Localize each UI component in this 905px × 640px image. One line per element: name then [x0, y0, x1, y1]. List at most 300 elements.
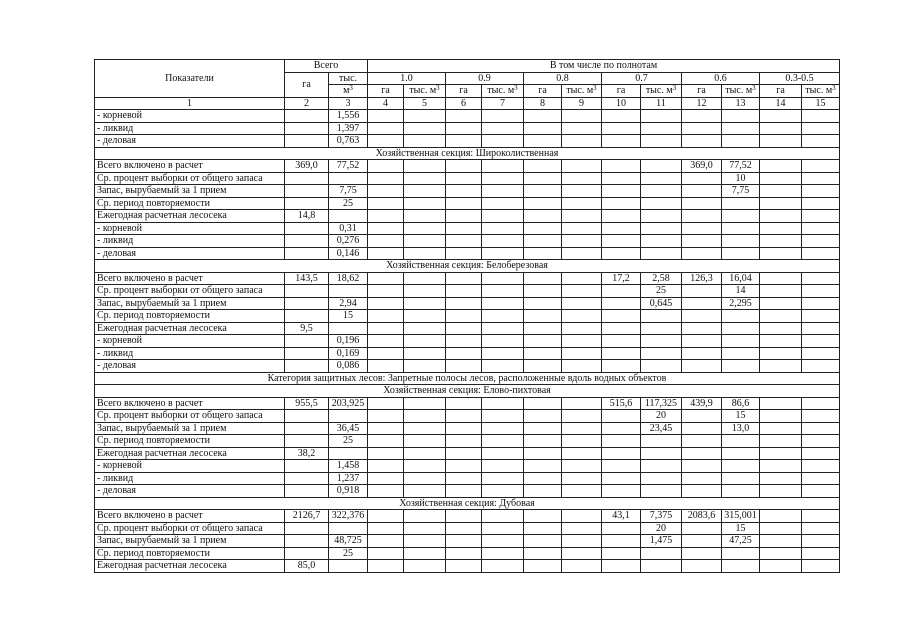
table-cell	[802, 135, 840, 148]
table-cell: 369,0	[285, 160, 329, 173]
table-cell: 0,196	[329, 335, 368, 348]
column-number-15: 15	[802, 97, 840, 110]
row-label: Всего включено в расчет	[95, 510, 285, 523]
unit-ha-1: га	[368, 85, 404, 98]
table-row	[95, 522, 840, 535]
table-cell: 25	[641, 285, 682, 298]
table-cell	[482, 510, 524, 523]
table-cell: 13,0	[722, 422, 760, 435]
column-number-13: 13	[722, 97, 760, 110]
table-cell	[368, 510, 404, 523]
table-cell	[524, 560, 562, 573]
table-cell: 10	[722, 172, 760, 185]
table-cell	[682, 410, 722, 423]
table-cell	[404, 560, 446, 573]
table-cell	[641, 347, 682, 360]
table-cell	[641, 310, 682, 323]
table-cell	[602, 210, 641, 223]
table-cell	[329, 560, 368, 573]
header-indicators: Показатели	[95, 60, 285, 98]
table-cell	[482, 172, 524, 185]
table-cell	[802, 110, 840, 123]
row-label: - ликвид	[95, 235, 285, 248]
unit-text: м	[343, 85, 350, 97]
table-cell	[760, 322, 802, 335]
table-cell	[446, 197, 482, 210]
table-cell	[562, 447, 602, 460]
table-cell	[722, 110, 760, 123]
table-cell	[404, 222, 446, 235]
table-cell	[760, 472, 802, 485]
table-cell	[368, 460, 404, 473]
table-row	[95, 297, 840, 310]
table-cell: 2,94	[329, 297, 368, 310]
unit-thous-m3-6	[802, 85, 840, 98]
table-cell	[722, 310, 760, 323]
table-cell	[802, 160, 840, 173]
table-cell	[602, 335, 641, 348]
header-density-1: 1.0	[368, 72, 446, 85]
header-row-1	[95, 60, 840, 73]
table-cell	[602, 547, 641, 560]
table-cell: 1,237	[329, 472, 368, 485]
row-label: - корневой	[95, 222, 285, 235]
table-cell	[682, 560, 722, 573]
unit-superscript: 3	[832, 84, 836, 93]
table-cell	[802, 485, 840, 498]
table-cell	[524, 522, 562, 535]
table-cell	[524, 272, 562, 285]
table-cell	[722, 435, 760, 448]
table-cell	[404, 310, 446, 323]
table-cell	[722, 247, 760, 260]
table-cell	[482, 310, 524, 323]
table-cell	[602, 435, 641, 448]
table-cell	[368, 347, 404, 360]
table-cell	[404, 172, 446, 185]
table-cell	[722, 360, 760, 373]
section-title: Хозяйственная секция: Широколиственная	[95, 147, 840, 160]
table-cell	[562, 285, 602, 298]
table-cell	[285, 235, 329, 248]
table-cell	[482, 110, 524, 123]
table-cell: 85,0	[285, 560, 329, 573]
table-cell: 7,75	[329, 185, 368, 198]
table-cell	[524, 435, 562, 448]
table-cell	[602, 285, 641, 298]
table-cell	[482, 185, 524, 198]
table-cell	[524, 122, 562, 135]
table-cell: 0,276	[329, 235, 368, 248]
table-cell	[602, 522, 641, 535]
table-cell	[329, 322, 368, 335]
row-label: - деловая	[95, 247, 285, 260]
table-cell	[285, 172, 329, 185]
table-cell	[482, 297, 524, 310]
table-row	[95, 222, 840, 235]
table-cell: 1,556	[329, 110, 368, 123]
table-cell	[285, 222, 329, 235]
unit-superscript: 3	[593, 84, 597, 93]
table-cell	[404, 422, 446, 435]
table-cell	[285, 547, 329, 560]
table-cell	[602, 235, 641, 248]
row-label: - ликвид	[95, 347, 285, 360]
header-column-numbers	[95, 97, 840, 110]
table-row	[95, 110, 840, 123]
table-cell	[602, 447, 641, 460]
row-label: Ежегодная расчетная лесосека	[95, 447, 285, 460]
table-cell	[368, 285, 404, 298]
table-cell	[802, 547, 840, 560]
table-cell	[641, 210, 682, 223]
table-cell	[760, 235, 802, 248]
row-label: - деловая	[95, 485, 285, 498]
table-cell: 25	[329, 547, 368, 560]
table-cell	[285, 310, 329, 323]
table-cell	[446, 535, 482, 548]
table-cell: 439,9	[682, 397, 722, 410]
table-cell	[446, 172, 482, 185]
table-cell	[446, 247, 482, 260]
table-cell	[802, 522, 840, 535]
table-cell	[524, 322, 562, 335]
table-cell	[802, 310, 840, 323]
table-row	[95, 422, 840, 435]
table-cell	[524, 422, 562, 435]
table-cell	[682, 485, 722, 498]
table-cell	[802, 235, 840, 248]
table-cell	[329, 210, 368, 223]
table-cell	[641, 547, 682, 560]
unit-text: тыс. м	[566, 85, 594, 97]
table-cell	[524, 197, 562, 210]
table-cell: 47,25	[722, 535, 760, 548]
table-cell: 15	[329, 310, 368, 323]
table-cell	[329, 285, 368, 298]
table-cell	[602, 122, 641, 135]
table-cell	[722, 122, 760, 135]
table-cell	[368, 335, 404, 348]
table-cell	[722, 447, 760, 460]
table-cell	[602, 560, 641, 573]
table-row	[95, 485, 840, 498]
row-label: - деловая	[95, 360, 285, 373]
table-cell	[722, 335, 760, 348]
table-cell	[446, 335, 482, 348]
table-cell	[404, 285, 446, 298]
table-cell	[368, 522, 404, 535]
table-row	[95, 272, 840, 285]
table-cell	[802, 322, 840, 335]
table-cell	[722, 135, 760, 148]
table-cell	[562, 110, 602, 123]
table-cell	[802, 347, 840, 360]
table-cell	[329, 172, 368, 185]
table-cell	[368, 310, 404, 323]
table-cell	[368, 560, 404, 573]
table-cell	[641, 460, 682, 473]
table-cell	[722, 472, 760, 485]
table-cell: 117,325	[641, 397, 682, 410]
table-cell	[802, 360, 840, 373]
row-label: Ежегодная расчетная лесосека	[95, 322, 285, 335]
table-row	[95, 335, 840, 348]
table-cell	[285, 472, 329, 485]
table-cell	[368, 422, 404, 435]
table-cell	[524, 347, 562, 360]
row-label: Запас, вырубаемый за 1 прием	[95, 185, 285, 198]
table-cell	[562, 122, 602, 135]
table-cell	[368, 485, 404, 498]
unit-ha-5: га	[682, 85, 722, 98]
table-row	[95, 360, 840, 373]
table-cell	[682, 472, 722, 485]
table-cell	[285, 285, 329, 298]
table-cell	[482, 322, 524, 335]
table-cell	[524, 172, 562, 185]
table-cell	[722, 560, 760, 573]
table-cell	[722, 485, 760, 498]
table-cell	[285, 435, 329, 448]
table-cell: 77,52	[329, 160, 368, 173]
header-total: Всего	[285, 60, 368, 73]
table-cell	[446, 322, 482, 335]
table-cell	[482, 560, 524, 573]
table-cell	[404, 472, 446, 485]
table-cell	[404, 510, 446, 523]
table-cell: 1,458	[329, 460, 368, 473]
section-title: Хозяйственная секция: Белоберезовая	[95, 260, 840, 273]
table-row	[95, 547, 840, 560]
table-cell	[602, 535, 641, 548]
table-cell	[368, 185, 404, 198]
table-cell: 0,31	[329, 222, 368, 235]
table-cell	[641, 472, 682, 485]
table-cell: 0,645	[641, 297, 682, 310]
table-cell	[446, 235, 482, 248]
table-cell	[562, 397, 602, 410]
table-cell	[524, 485, 562, 498]
table-cell	[722, 322, 760, 335]
table-cell	[760, 160, 802, 173]
table-cell: 322,376	[329, 510, 368, 523]
table-cell	[602, 197, 641, 210]
table-cell	[524, 472, 562, 485]
table-cell	[404, 522, 446, 535]
table-cell	[368, 235, 404, 248]
table-cell	[446, 435, 482, 448]
table-cell	[368, 297, 404, 310]
table-cell	[482, 160, 524, 173]
table-cell	[482, 335, 524, 348]
table-cell	[802, 197, 840, 210]
table-row	[95, 310, 840, 323]
table-cell	[641, 247, 682, 260]
table-cell: 7,375	[641, 510, 682, 523]
column-number-4: 4	[368, 97, 404, 110]
table-cell	[760, 510, 802, 523]
table-cell	[524, 185, 562, 198]
table-cell	[404, 322, 446, 335]
table-cell	[446, 222, 482, 235]
section-row	[95, 260, 840, 273]
table-cell	[760, 410, 802, 423]
table-cell	[760, 422, 802, 435]
table-cell	[446, 297, 482, 310]
table-cell	[482, 360, 524, 373]
column-number-1: 1	[95, 97, 285, 110]
table-cell	[368, 247, 404, 260]
table-cell	[562, 510, 602, 523]
header-density-3: 0.8	[524, 72, 602, 85]
table-cell	[524, 110, 562, 123]
table-cell	[285, 247, 329, 260]
table-row	[95, 560, 840, 573]
table-cell	[404, 247, 446, 260]
table-cell	[682, 335, 722, 348]
table-cell	[368, 122, 404, 135]
table-cell: 20	[641, 522, 682, 535]
table-cell	[482, 485, 524, 498]
header-density-5: 0.6	[682, 72, 760, 85]
table-cell	[760, 135, 802, 148]
table-cell	[446, 272, 482, 285]
row-label: Ср. период повторяемости	[95, 310, 285, 323]
table-cell: 515,6	[602, 397, 641, 410]
table-row	[95, 247, 840, 260]
column-number-12: 12	[682, 97, 722, 110]
unit-ha-4: га	[602, 85, 641, 98]
table-cell	[562, 272, 602, 285]
table-cell	[682, 222, 722, 235]
row-label: Ср. процент выборки от общего запаса	[95, 410, 285, 423]
table-cell: 203,925	[329, 397, 368, 410]
table-cell	[562, 210, 602, 223]
table-cell	[760, 247, 802, 260]
table-cell	[641, 485, 682, 498]
table-cell	[562, 197, 602, 210]
table-row	[95, 185, 840, 198]
table-cell	[524, 160, 562, 173]
table-cell	[641, 222, 682, 235]
table-cell	[602, 360, 641, 373]
table-cell	[760, 297, 802, 310]
table-cell	[602, 460, 641, 473]
table-cell	[446, 472, 482, 485]
unit-superscript: 3	[436, 84, 440, 93]
section-row	[95, 372, 840, 385]
table-cell	[802, 247, 840, 260]
row-label: Ежегодная расчетная лесосека	[95, 560, 285, 573]
section-row	[95, 385, 840, 398]
row-label: Ср. период повторяемости	[95, 435, 285, 448]
table-cell	[446, 185, 482, 198]
table-cell	[760, 347, 802, 360]
section-row	[95, 497, 840, 510]
table-cell	[446, 460, 482, 473]
table-cell	[404, 135, 446, 148]
table-cell	[285, 460, 329, 473]
table-cell	[482, 247, 524, 260]
table-cell	[802, 172, 840, 185]
table-cell	[602, 472, 641, 485]
section-title: Хозяйственная секция: Елово-пихтовая	[95, 385, 840, 398]
table-cell	[404, 460, 446, 473]
table-cell: 48,725	[329, 535, 368, 548]
table-cell	[760, 360, 802, 373]
table-cell	[446, 360, 482, 373]
table-cell	[760, 272, 802, 285]
table-cell	[802, 122, 840, 135]
table-cell	[524, 360, 562, 373]
table-cell	[446, 560, 482, 573]
table-row	[95, 285, 840, 298]
table-cell	[368, 160, 404, 173]
column-number-5: 5	[404, 97, 446, 110]
header-total-thous: тыс.	[329, 72, 368, 85]
table-cell	[285, 122, 329, 135]
table-cell	[562, 435, 602, 448]
column-number-2: 2	[285, 97, 329, 110]
table-cell	[482, 422, 524, 435]
unit-thous-m3-5	[722, 85, 760, 98]
table-cell	[602, 422, 641, 435]
table-cell	[482, 272, 524, 285]
table-cell	[482, 447, 524, 460]
row-label: Запас, вырубаемый за 1 прием	[95, 297, 285, 310]
row-label: - корневой	[95, 110, 285, 123]
unit-thous-m3-1	[404, 85, 446, 98]
table-cell	[482, 547, 524, 560]
table-cell	[404, 197, 446, 210]
unit-text: тыс. м	[487, 85, 515, 97]
table-cell	[602, 297, 641, 310]
table-cell	[682, 347, 722, 360]
table-cell	[682, 435, 722, 448]
table-cell	[524, 460, 562, 473]
table-cell	[722, 210, 760, 223]
table-cell	[285, 197, 329, 210]
table-cell	[682, 535, 722, 548]
table-cell	[760, 210, 802, 223]
table-cell	[482, 410, 524, 423]
table-cell	[562, 185, 602, 198]
table-cell	[641, 235, 682, 248]
table-cell	[482, 222, 524, 235]
table-body	[95, 110, 840, 573]
column-number-3: 3	[329, 97, 368, 110]
document-sheet	[94, 59, 840, 573]
table-cell	[368, 197, 404, 210]
table-cell	[802, 210, 840, 223]
table-cell	[482, 435, 524, 448]
table-cell	[562, 235, 602, 248]
table-cell	[446, 547, 482, 560]
table-cell	[682, 322, 722, 335]
row-label: Ср. процент выборки от общего запаса	[95, 285, 285, 298]
row-label: - ликвид	[95, 122, 285, 135]
row-label: Всего включено в расчет	[95, 160, 285, 173]
table-cell	[760, 110, 802, 123]
table-cell	[602, 110, 641, 123]
table-cell	[802, 272, 840, 285]
table-cell	[760, 435, 802, 448]
table-cell	[404, 335, 446, 348]
table-cell	[641, 110, 682, 123]
table-cell	[722, 235, 760, 248]
table-cell	[641, 322, 682, 335]
